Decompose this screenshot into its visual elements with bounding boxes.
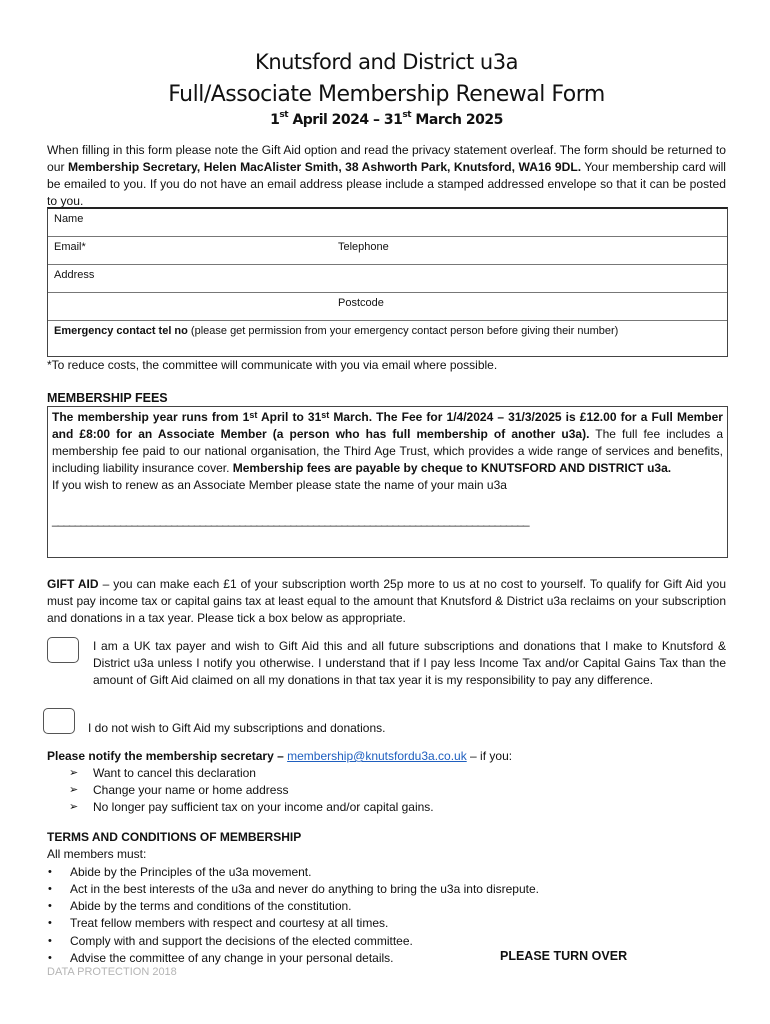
notify-list [47,765,726,816]
postcode-row[interactable] [48,292,727,320]
secretary-address: Membership Secretary, Helen MacAlister Smith, 38 Ashworth Park, Knutsford, WA16 9DL. [67,160,582,174]
gift-aid-no-checkbox[interactable] [43,708,75,734]
terms-section [47,829,726,967]
list-item: • Abide by the Principles of the u3a movement. [47,864,726,881]
list-item: ➢ Change your name or home address [69,783,289,797]
membership-email-link[interactable]: membership@knutsfordu3a.co.uk [287,749,467,763]
telephone-label: Telephone [338,241,389,253]
gift-aid-paragraph: GIFT AID – you can make each £1 of your subscription worth 25p more to us at no cost to yourself. To qualify for Gift Aid you must pay income tax or capital gains tax at least equal to the amount that Knutsford & District u3a reclaims on your subscription and donations in a tax year. Please tick a box below as appropriate. [47,577,726,625]
email-cost-note: *To reduce costs, the committee will communicate with you via email where possible. [47,358,498,372]
notify-section [47,748,726,816]
arrow-bullet-icon: ➢ [69,767,79,779]
email-label: Email* [54,241,86,253]
address-row[interactable] [48,264,727,292]
list-item: ➢ No longer pay sufficient tax on your income and/or capital gains. [69,800,434,814]
membership-period: 1st April 2024 – 31st March 2025 [270,110,503,128]
gift-aid-heading: GIFT AID [47,577,99,591]
emergency-contact-row[interactable] [48,320,727,356]
gift-aid-yes-checkbox[interactable] [47,637,79,663]
member-details-table [47,207,728,357]
terms-intro: All members must: [47,847,147,862]
bullet-icon: • [48,882,52,895]
list-item: • Treat fellow members with respect and courtesy at all times. [47,915,726,932]
list-item: • Comply with and support the decisions of the elected committee. [47,933,726,950]
form-title: Full/Associate Membership Renewal Form [168,82,605,107]
fees-text: The membership year runs from 1st April to 31st March. The Fee for 1/4/2024 – 31/3/2025 is £12.00 for a Full Member and £8:00 for an Associate Member (a person who has full membership of another u3a). The full fee includes a membership fee paid to our national organisation, the Third Age Trust, which provides a wide range of services and benefits, including liability insurance cover. Membership fees are payable by cheque to KNUTSFORD AND DISTRICT u3a. [52,410,723,475]
list-item: • Advise the committee of any change in your personal details. [47,950,726,967]
arrow-bullet-icon: ➢ [69,801,79,813]
gift-aid-yes-text: I am a UK tax payer and wish to Gift Aid this and all future subscriptions and donations that I make to Knutsford & District u3a unless I notify you otherwise. I understand that if I pay less Income Tax and/or Capital Gains Tax than the amount of Gift Aid claimed on all my donations in that tax year it is my responsibility to pay any difference. [93,639,726,687]
footer-data-protection: DATA PROTECTION 2018 [47,966,177,978]
terms-heading: TERMS AND CONDITIONS OF MEMBERSHIP [47,830,302,844]
intro-paragraph: When filling in this form please note the Gift Aid option and read the privacy statement overleaf. The form should be returned to our Membership Secretary, Helen MacAlister Smith, 38 Ashworth Park, Knutsford, WA16 9DL. Your membership card will be emailed to you. If you do not have an email address please include a stamped addressed envelope so that it can be posted to you. [47,143,726,208]
list-item: • Abide by the terms and conditions of the constitution. [47,898,726,915]
please-turn-over: PLEASE TURN OVER [500,949,628,963]
bullet-icon: • [48,917,52,930]
gift-aid-no-text: I do not wish to Gift Aid my subscriptions and donations. [88,721,386,735]
main-u3a-field[interactable]: ____________________________________________________________________________________ [52,513,529,527]
bullet-icon: • [48,865,52,878]
bullet-icon: • [48,900,52,913]
notify-heading: Please notify the membership secretary – membership@knutsfordu3a.co.uk – if you: [47,749,513,763]
bullet-icon: • [48,952,52,965]
postcode-label: Postcode [338,297,384,309]
membership-fees-box [47,406,728,558]
name-label: Name [54,213,84,225]
list-item: ➢ Want to cancel this declaration [69,766,256,780]
arrow-bullet-icon: ➢ [69,784,79,796]
associate-prompt: If you wish to renew as an Associate Member please state the name of your main u3a [52,478,507,492]
name-row[interactable] [48,209,727,236]
membership-fees-heading: MEMBERSHIP FEES [47,391,168,405]
bullet-icon: • [48,934,52,947]
emergency-contact-label: Emergency contact tel no (please get permission from your emergency contact person before giving their number) [54,325,619,337]
list-item: • Act in the best interests of the u3a and never do anything to bring the u3a into disrepute. [47,881,726,898]
address-label: Address [54,269,95,281]
email-telephone-row[interactable] [48,236,727,264]
organisation-title: Knutsford and District u3a [255,50,518,74]
